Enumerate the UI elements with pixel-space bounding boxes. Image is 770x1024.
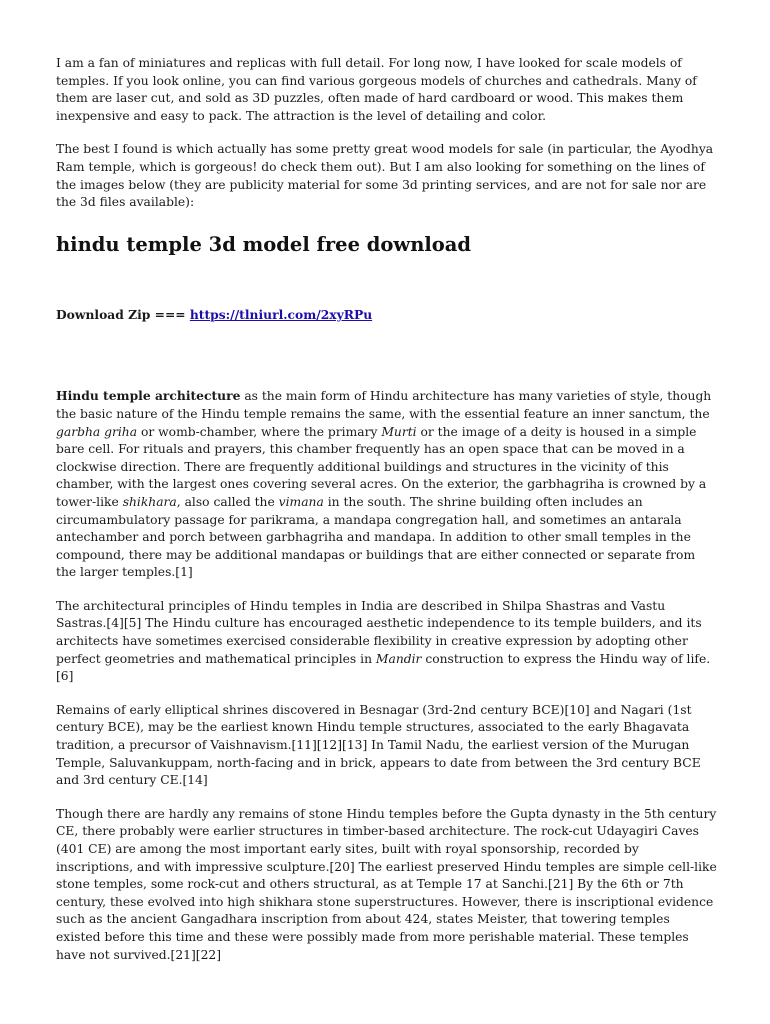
article-paragraph-1: Hindu temple architecture as the main form of Hindu architecture has many varieties of style, though the basic nature of the Hindu temple remains the same, with the essential feature an inner sanctum, the garbha griha or womb-chamber, where the primary Murti or the image of a deity is housed in a simple bare cell. For rituals and prayers, this chamber frequently has an open space that can be moved in a clockwise direction. There are frequently additional buildings and structures in the vicinity of this chamber, with the largest ones covering several acres. On the exterior, the garbhagriha is crowned by a tower-like shikhara, also called the vimana in the south. The shrine building often includes an circumambulatory passage for parikrama, a mandapa congregation hall, and sometimes an antarala antechamber and porch between garbhagriha and mandapa. In addition to other small temples in the compound, there may be additional mandapas or buildings that are either connected or separate from the larger temples.[1] (56, 388, 712, 580)
article-paragraph-3: Remains of early elliptical shrines discovered in Besnagar (3rd-2nd century BCE)[10] and Nagari (1st century BCE), may be the earliest known Hindu temple structures, associated to the early Bhagavata tradition, a precursor of Vaishnavism.[11][12][13] In Tamil Nadu, the earliest version of the Murugan Temple, Saluvankuppam, north-facing and in brick, appears to date from between the 3rd century BCE and 3rd century CE.[14] (56, 702, 701, 788)
italic-term: vimana (278, 494, 324, 509)
download-label: Download Zip === (56, 306, 190, 322)
article-paragraph-4: Though there are hardly any remains of stone Hindu temples before the Gupta dynasty in the 5th century CE, there probably were earlier structures in timber-based architecture. The rock-cut Udayagiri Caves (401 CE) are among the most important early sites, built with royal sponsorship, recorded by inscriptions, and with impressive sculpture.[20] The earliest preserved Hindu temples are simple cell-like stone temples, some rock-cut and others structural, as at Temple 17 at Sanchi.[21] By the 6th or 7th century, these evolved into high shikhara stone superstructures. However, there is inscriptional evidence such as the ancient Gangadhara inscription from about 424, states Meister, that towering temples existed before this time and these were possibly made from more perishable material. These temples have not survived.[21][22] (56, 806, 717, 962)
italic-term: Murti (381, 424, 417, 439)
italic-term: Mandir (375, 651, 422, 666)
italic-term: shikhara (122, 494, 177, 509)
download-link[interactable]: https://tlniurl.com/2xyRPu (189, 306, 373, 322)
download-line (56, 306, 718, 324)
intro-paragraph-1: I am a fan of miniatures and replicas with full detail. For long now, I have looked for scale models of temples. If you look online, you can find various gorgeous models of churches and cathedrals. Many of them are laser cut, and sold as 3D puzzles, often made of hard cardboard or wood. This makes them inexpensive and easy to pack. The attraction is the level of detailing and color. (56, 56, 697, 123)
page-heading: hindu temple 3d model free download (56, 232, 472, 256)
document-page (56, 55, 718, 980)
bold-lead: Hindu temple architecture (56, 388, 241, 404)
article-paragraph-2: The architectural principles of Hindu temples in India are described in Shilpa Shastras and Vastu Sastras.[4][5] The Hindu culture has encouraged aesthetic independence to its temple builders, and its architects have sometimes exercised considerable flexibility in creative expression by adopting other perfect geometries and mathematical principles in Mandir construction to express the Hindu way of life.[6] (56, 598, 711, 684)
italic-term: garbha griha (56, 424, 138, 439)
intro-paragraph-2: The best I found is which actually has some pretty great wood models for sale (in particular, the Ayodhya Ram temple, which is gorgeous! do check them out). But I am also looking for something on the lines of the images below (they are publicity material for some 3d printing services, and are not for sale nor are the 3d files available): (56, 142, 714, 210)
